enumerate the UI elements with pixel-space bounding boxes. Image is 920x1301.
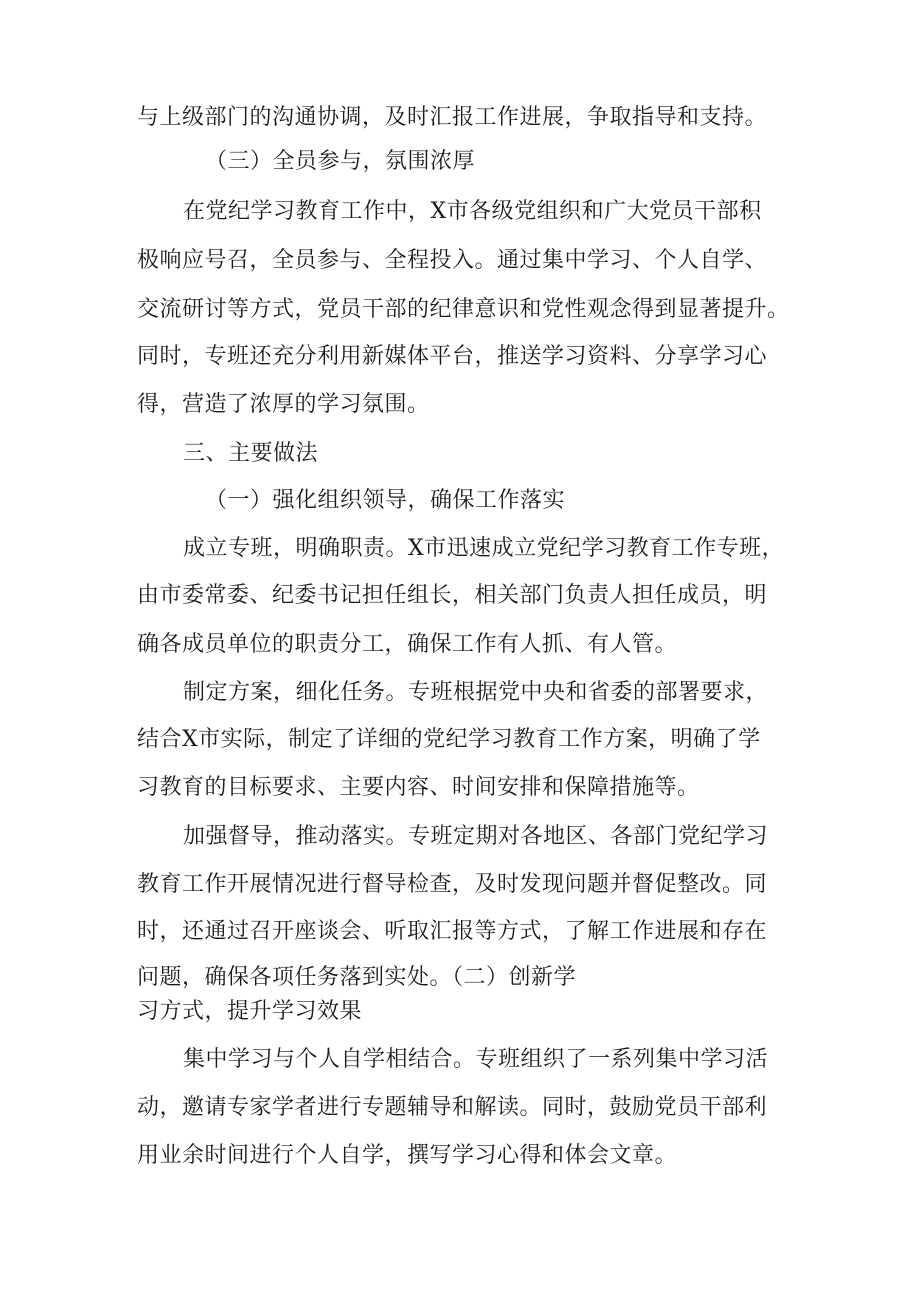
body-text-line: 得，营造了浓厚的学习氛围。	[137, 392, 430, 417]
body-text-line: 同时，专班还充分利用新媒体平台，推送学习资料、分享学习心	[137, 344, 768, 369]
paragraph-first-line: 制定方案，细化任务。专班根据党中央和省委的部署要求，	[183, 680, 769, 705]
body-text-line: 动，邀请专家学者进行专题辅导和解读。同时，鼓励党员干部利	[137, 1095, 768, 1120]
subsection-heading: （三）全员参与，氛围浓厚	[205, 149, 476, 174]
body-text-line: 与上级部门的沟通协调，及时汇报工作进展，争取指导和支持。	[137, 105, 768, 130]
body-text-line: 问题，确保各项任务落到实处。（二）创新学	[137, 965, 577, 990]
body-text-line: 时，还通过召开座谈会、听取汇报等方式，了解工作进展和存在	[137, 919, 768, 944]
body-text-line: 由市委常委、纪委书记担任组长，相关部门负责人担任成员，明	[137, 583, 768, 608]
paragraph-first-line: 成立专班，明确职责。X市迅速成立党纪学习教育工作专班，	[183, 536, 785, 561]
body-text-line: 交流研讨等方式，党员干部的纪律意识和党性观念得到显著提升。	[137, 297, 790, 322]
body-text-line: 用业余时间进行个人自学，撰写学习心得和体会文章。	[137, 1143, 678, 1168]
paragraph-first-line: 集中学习与个人自学相结合。专班组织了一系列集中学习活	[183, 1047, 769, 1072]
body-text-line: 确各成员单位的职责分工，确保工作有人抓、有人管。	[137, 632, 678, 657]
body-text-line: 教育工作开展情况进行督导检查，及时发现问题并督促整改。同	[137, 872, 768, 897]
subsection-heading-continued: 习方式，提升学习效果	[137, 999, 363, 1024]
body-text-line: 极响应号召，全员参与、全程投入。通过集中学习、个人自学、	[137, 248, 768, 273]
body-text-line: 结合X市实际，制定了详细的党纪学习教育工作方案，明确了学	[137, 727, 761, 752]
paragraph-first-line: 加强督导，推动落实。专班定期对各地区、各部门党纪学习	[183, 824, 769, 849]
body-text-line: 习教育的目标要求、主要内容、时间安排和保障措施等。	[137, 775, 700, 800]
section-heading: 三、主要做法	[183, 441, 319, 466]
subsection-heading: （一）强化组织领导，确保工作落实	[205, 488, 566, 513]
paragraph-first-line: 在党纪学习教育工作中，X市各级党组织和广大党员干部积	[183, 199, 762, 224]
